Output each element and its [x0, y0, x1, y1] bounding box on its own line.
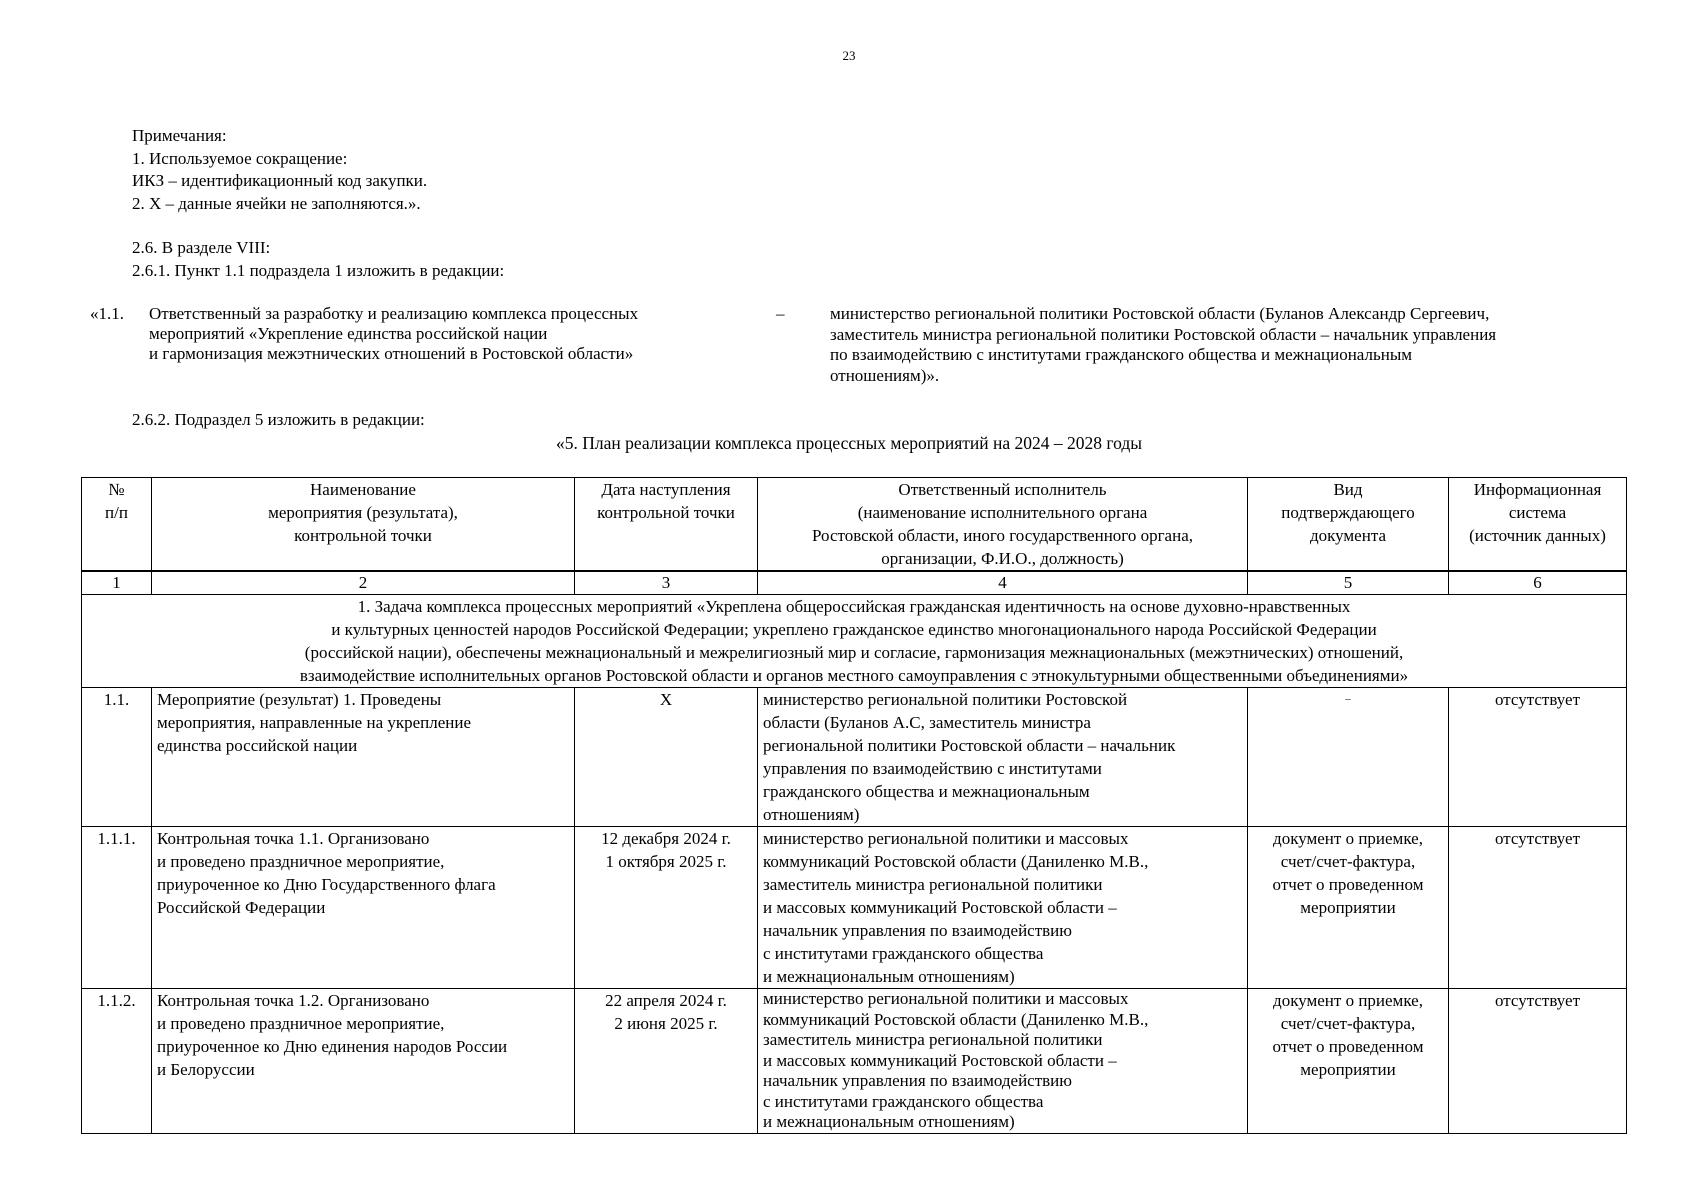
- responsible-line: с институтами гражданского общества: [763, 944, 1044, 963]
- notes-abbreviation: ИКЗ – идентификационный код закупки.: [132, 171, 428, 190]
- task-line: (российской нации), обеспечены межнациональный и межрелигиозный мир и согласие, гармонизация межнациональных (межэтнических) отношений,: [304, 643, 1404, 662]
- task-line: и культурных ценностей народов Российской Федерации; укреплено гражданское единство многонационального народа Российской Федерации: [331, 620, 1377, 639]
- task-row: [82, 595, 1627, 688]
- responsible-line: заместитель министра региональной политики: [763, 1030, 1103, 1049]
- notes-block: [132, 125, 504, 282]
- responsible-line: начальник управления по взаимодействию: [763, 1071, 1072, 1090]
- column-number: 5: [1248, 571, 1449, 595]
- notes-item-1: 1. Используемое сокращение:: [132, 148, 348, 168]
- document-line: мероприятии: [1300, 898, 1396, 917]
- date-line: 12 декабря 2024 г.: [601, 829, 731, 848]
- header-line: Информационная: [1473, 480, 1602, 499]
- row-document: [1248, 688, 1449, 827]
- responsible-line: министерство региональной политики Ростовской: [763, 690, 1128, 709]
- document-line: отчет о проведенном: [1272, 1037, 1424, 1056]
- responsible-line: и массовых коммуникаций Ростовской области –: [763, 1050, 1117, 1070]
- definition-left-line: и гармонизация межэтнических отношений в Ростовской области»: [149, 344, 634, 363]
- header-line: Ростовской области, иного государственного органа,: [811, 526, 1193, 545]
- column-number: 2: [152, 571, 575, 595]
- name-line: и проведено праздничное мероприятие,: [157, 1014, 445, 1033]
- header-line: Дата наступления: [601, 480, 731, 499]
- definition-right-line: по взаимодействию с институтами гражданского общества и межнациональным: [830, 345, 1413, 364]
- responsible-line: министерство региональной политики и массовых: [763, 829, 1129, 848]
- notes-heading: Примечания:: [132, 126, 227, 145]
- page-number: 23: [842, 48, 856, 63]
- header-system: [1449, 478, 1627, 572]
- document-line: отчет о проведенном: [1272, 875, 1424, 894]
- header-line: Вид: [1333, 480, 1363, 499]
- task-cell: [82, 595, 1627, 688]
- definition-left-line: мероприятий «Укрепление единства российской нации: [149, 324, 548, 343]
- definition-right-line: заместитель министра региональной политики Ростовской области – начальник управления: [830, 324, 1497, 344]
- responsible-line: коммуникаций Ростовской области (Даниленко М.В.,: [763, 1009, 1149, 1029]
- table-header-row: [82, 478, 1627, 572]
- definition-dash: –: [776, 304, 785, 323]
- column-number: 6: [1449, 571, 1627, 595]
- definition-left-line: Ответственный за разработку и реализацию комплекса процессных: [149, 304, 639, 323]
- header-line: подтверждающего: [1281, 503, 1415, 522]
- name-line: единства российской нации: [157, 736, 358, 755]
- header-line: мероприятия (результата),: [268, 503, 458, 522]
- row-system: отсутствует: [1449, 688, 1627, 827]
- row-number: 1.1.2.: [82, 989, 152, 1134]
- responsible-line: и межнациональным отношениям): [763, 1112, 1015, 1131]
- responsible-line: с институтами гражданского общества: [763, 1091, 1044, 1111]
- header-line: документа: [1309, 526, 1387, 545]
- column-number-row: [82, 571, 1627, 595]
- header-line: контрольной точки: [294, 526, 432, 545]
- date-line: 2 июня 2025 г.: [614, 1014, 718, 1033]
- row-document: [1248, 989, 1449, 1134]
- row-number: 1.1.1.: [82, 827, 152, 989]
- plan-table: [81, 477, 1627, 1134]
- responsible-line: начальник управления по взаимодействию: [763, 921, 1072, 940]
- header-responsible: [758, 478, 1248, 572]
- name-line: и проведено праздничное мероприятие,: [157, 852, 445, 871]
- row-responsible: [758, 989, 1248, 1134]
- header-line: контрольной точки: [597, 503, 735, 522]
- row-name: [152, 827, 575, 989]
- header-line: организации, Ф.И.О., должность): [881, 549, 1124, 568]
- row-responsible: [758, 827, 1248, 989]
- name-line: приуроченное ко Дню единения народов России: [157, 1037, 508, 1056]
- document-line: мероприятии: [1300, 1060, 1396, 1079]
- table-row: [82, 827, 1627, 989]
- header-name: [152, 478, 575, 572]
- column-number: 3: [575, 571, 758, 595]
- header-line: №: [108, 480, 125, 499]
- name-line: Российской Федерации: [157, 898, 326, 917]
- definition-right-line: отношениям)».: [830, 365, 940, 385]
- header-date: [575, 478, 758, 572]
- definition-number: «1.1.: [90, 304, 124, 323]
- notes-item-2: 2. X – данные ячейки не заполняются.».: [132, 193, 421, 213]
- document-line: документ о приемке,: [1273, 991, 1423, 1010]
- task-line: 1. Задача комплекса процессных мероприятий «Укреплена общероссийская гражданская идентичность на основе духовно-нравственных: [357, 597, 1351, 616]
- responsible-line: отношениям): [763, 805, 860, 824]
- name-line: Контрольная точка 1.2. Организовано: [157, 991, 430, 1010]
- row-date: [575, 827, 758, 989]
- name-line: мероприятия, направленные на укрепление: [157, 713, 472, 732]
- header-line: Наименование: [310, 480, 416, 499]
- name-line: и Белоруссии: [157, 1060, 255, 1079]
- column-number: 1: [82, 571, 152, 595]
- row-system: отсутствует: [1449, 827, 1627, 989]
- row-responsible: [758, 688, 1248, 827]
- date-line: 1 октября 2025 г.: [605, 852, 727, 871]
- header-line: (источник данных): [1469, 526, 1606, 545]
- responsible-line: управления по взаимодействию с институтами: [763, 759, 1102, 778]
- date-line: X: [659, 690, 673, 709]
- name-line: приуроченное ко Дню Государственного флага: [157, 875, 496, 894]
- document-line: –: [1345, 693, 1351, 705]
- subsection-line: 2.6.1. Пункт 1.1 подраздела 1 изложить в редакции:: [132, 260, 505, 280]
- plan-title: «5. План реализации комплекса процессных мероприятий на 2024 – 2028 годы: [555, 433, 1143, 453]
- definition-right: [830, 304, 1610, 386]
- row-name: [152, 688, 575, 827]
- header-line: п/п: [105, 503, 128, 522]
- date-line: 22 апреля 2024 г.: [605, 991, 727, 1010]
- row-document: [1248, 827, 1449, 989]
- responsible-line: области (Буланов А.С, заместитель министра: [763, 713, 1091, 732]
- responsible-line: коммуникаций Ростовской области (Даниленко М.В.,: [763, 852, 1149, 871]
- header-document: [1248, 478, 1449, 572]
- responsible-line: гражданского общества и межнациональным: [763, 782, 1090, 801]
- document-line: документ о приемке,: [1273, 829, 1423, 848]
- responsible-line: региональной политики Ростовской области – начальник: [763, 736, 1176, 755]
- row-system: отсутствует: [1449, 989, 1627, 1134]
- table-row: [82, 989, 1627, 1134]
- subsection5-line: 2.6.2. Подраздел 5 изложить в редакции:: [132, 410, 425, 429]
- responsible-line: заместитель министра региональной политики: [763, 875, 1103, 894]
- header-line: Ответственный исполнитель: [898, 480, 1107, 499]
- name-line: Мероприятие (результат) 1. Проведены: [157, 690, 442, 709]
- responsible-line: и массовых коммуникаций Ростовской области –: [763, 898, 1117, 917]
- definition-right-line: министерство региональной политики Ростовской области (Буланов Александр Сергеевич,: [830, 304, 1490, 323]
- row-date: [575, 989, 758, 1134]
- responsible-line: и межнациональным отношениям): [763, 967, 1015, 986]
- table-row: [82, 688, 1627, 827]
- header-line: (наименование исполнительного органа: [857, 503, 1148, 522]
- row-number: 1.1.: [82, 688, 152, 827]
- name-line: Контрольная точка 1.1. Организовано: [157, 829, 430, 848]
- responsible-line: министерство региональной политики и массовых: [763, 989, 1129, 1008]
- document-line: счет/счет-фактура,: [1280, 852, 1416, 871]
- definition-left: [149, 304, 734, 364]
- row-date: [575, 688, 758, 827]
- column-number: 4: [758, 571, 1248, 595]
- section-line: 2.6. В разделе VIII:: [132, 238, 271, 257]
- header-line: система: [1508, 503, 1567, 522]
- header-number: [82, 478, 152, 572]
- task-line: взаимодействие исполнительных органов Ростовской области и органов местного самоуправления с этнокультурными общественными объединениями»: [299, 666, 1409, 685]
- document-line: счет/счет-фактура,: [1280, 1014, 1416, 1033]
- row-name: [152, 989, 575, 1134]
